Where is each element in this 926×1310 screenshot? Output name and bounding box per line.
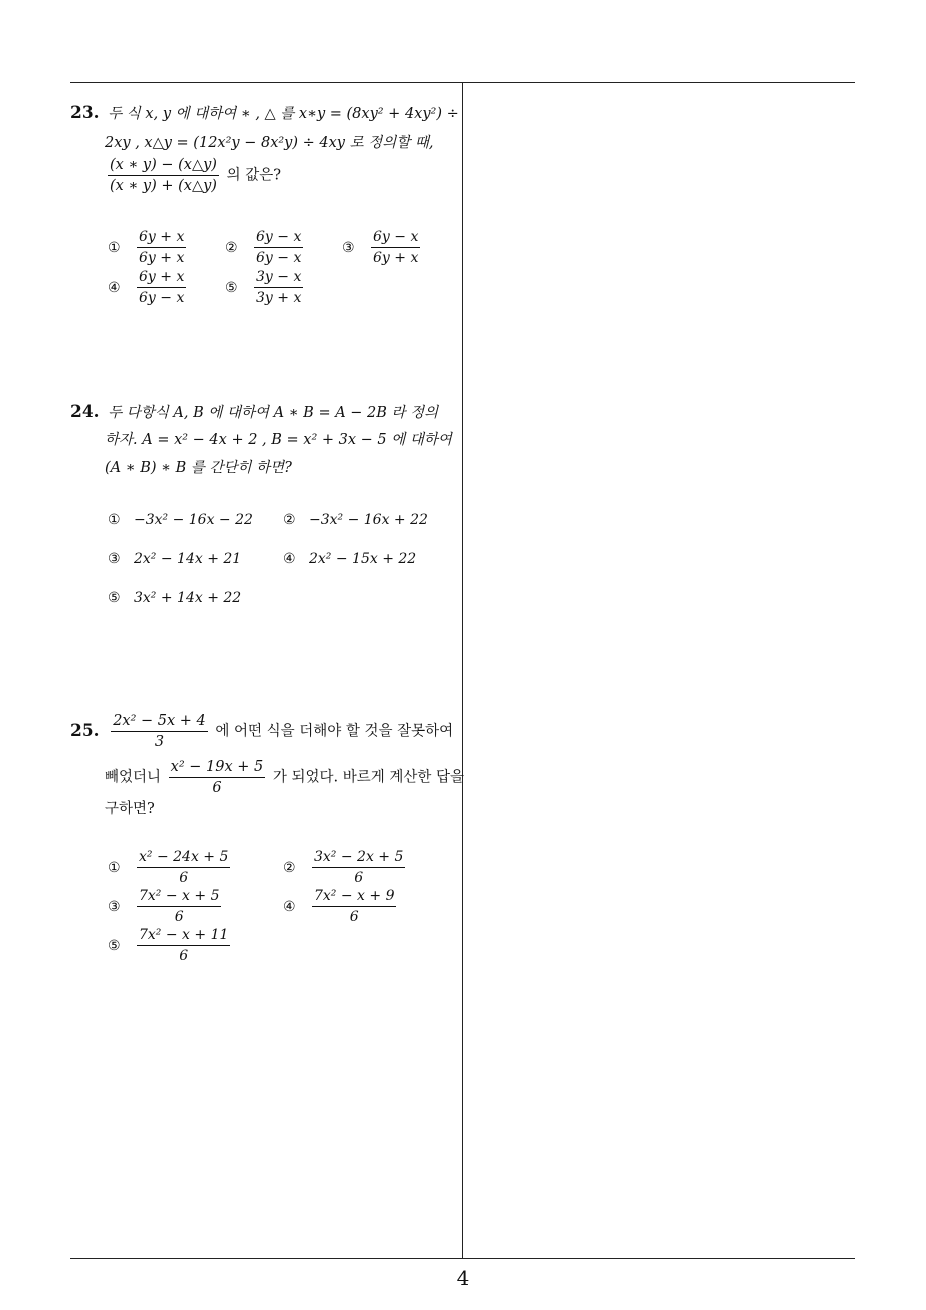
choice-mark: ⑤ <box>108 590 121 606</box>
q24-text-line1: 두 다항식 A, B 에 대하여 A ∗ B = A − 2B 라 정의 <box>108 405 439 421</box>
choice-text: −3x² − 16x − 22 <box>134 512 253 528</box>
choice-mark: ③ <box>108 551 121 567</box>
q25-text-line3: 구하면? <box>105 801 155 817</box>
q24-choice-5[interactable] <box>108 590 241 606</box>
q25-choice-2[interactable] <box>283 848 408 887</box>
q23-choice-3[interactable] <box>342 228 423 267</box>
q24-choice-4[interactable] <box>283 551 416 567</box>
q25-line1 <box>70 712 453 751</box>
choice-den: 6 <box>179 948 189 964</box>
choice-den: 6y − x <box>139 290 185 306</box>
choice-mark: ④ <box>108 279 121 296</box>
choice-text: 3x² + 14x + 22 <box>134 590 242 606</box>
q23-number: 23. <box>70 103 100 123</box>
question-25 <box>70 712 464 832</box>
q24-text-line2: 하자. A = x² − 4x + 2 , B = x² + 3x − 5 에 대하여 <box>105 432 452 448</box>
q23-text-line3: 의 값은? <box>226 167 281 184</box>
choice-text: −3x² − 16x + 22 <box>309 512 428 528</box>
choice-mark: ② <box>283 859 296 876</box>
choice-mark: ④ <box>283 898 296 915</box>
choice-den: 6y − x <box>256 250 302 266</box>
choice-mark: ⑤ <box>225 279 238 296</box>
choice-num: 7x² − x + 9 <box>312 887 396 907</box>
choice-num: 7x² − x + 5 <box>137 887 221 907</box>
choice-num: 3y − x <box>254 268 303 288</box>
q23-frac-den: (x ∗ y) + (x△y) <box>110 178 217 194</box>
q25-choice-1[interactable] <box>108 848 233 887</box>
choice-text: 2x² − 15x + 22 <box>309 551 417 567</box>
choice-den: 6 <box>349 909 359 925</box>
q25-fraction-2 <box>169 758 266 797</box>
q25-frac2-den: 6 <box>212 780 222 796</box>
column-divider <box>462 83 463 1258</box>
bottom-rule <box>70 1258 855 1259</box>
q25-choice-5[interactable] <box>108 926 233 965</box>
q23-choice-1[interactable] <box>108 228 189 267</box>
q25-choice-3[interactable] <box>108 887 224 926</box>
choice-mark: ② <box>283 512 296 528</box>
choice-mark: ① <box>108 859 121 876</box>
q24-choice-3[interactable] <box>108 551 241 567</box>
q24-text-line3: (A ∗ B) ∗ B 를 간단히 하면? <box>105 460 292 476</box>
q23-main-fraction <box>108 156 219 195</box>
q23-line3 <box>105 156 281 195</box>
q23-line1 <box>70 98 459 129</box>
choice-num: 6y + x <box>137 228 186 248</box>
q23-choice-4[interactable] <box>108 268 189 307</box>
choice-den: 6y + x <box>373 250 419 266</box>
choice-den: 3y + x <box>256 290 302 306</box>
choice-mark: ④ <box>283 551 296 567</box>
choice-den: 6y + x <box>139 250 185 266</box>
q23-text-line1: 두 식 x, y 에 대하여 ∗ , △ 를 x∗y = (8xy² + 4xy²) ÷ <box>108 106 459 122</box>
choice-den: 6 <box>174 909 184 925</box>
q25-frac1-num: 2x² − 5x + 4 <box>111 712 208 732</box>
choice-mark: ③ <box>108 898 121 915</box>
q23-line2 <box>105 128 433 158</box>
q25-number: 25. <box>70 720 100 741</box>
q23-frac-num: (x ∗ y) − (x△y) <box>108 156 219 176</box>
q25-text-line2-head: 빼었더니 <box>105 769 162 786</box>
question-24 <box>70 397 458 497</box>
choice-mark: ② <box>225 239 238 256</box>
choice-text: 2x² − 14x + 21 <box>134 551 242 567</box>
q24-number: 24. <box>70 402 100 422</box>
q25-frac1-den: 3 <box>154 734 165 750</box>
choice-num: 3x² − 2x + 5 <box>312 848 405 868</box>
choice-den: 6 <box>354 870 364 886</box>
choice-mark: ③ <box>342 239 355 256</box>
q25-frac2-num: x² − 19x + 5 <box>169 758 266 778</box>
q25-fraction-1 <box>111 712 208 751</box>
q25-line2 <box>105 758 464 797</box>
choice-num: x² − 24x + 5 <box>137 848 230 868</box>
choice-mark: ① <box>108 239 121 256</box>
q24-choice-1[interactable] <box>108 512 253 528</box>
choice-mark: ① <box>108 512 121 528</box>
q25-choice-4[interactable] <box>283 887 399 926</box>
choice-mark: ⑤ <box>108 937 121 954</box>
q24-line3 <box>105 453 292 483</box>
q25-text-line2-tail: 가 되었다. 바르게 계산한 답을 <box>272 769 464 786</box>
choice-num: 6y − x <box>371 228 420 248</box>
q23-choice-5[interactable] <box>225 268 306 307</box>
choice-num: 6y − x <box>254 228 303 248</box>
q25-line3 <box>105 794 155 824</box>
q25-text-line1: 에 어떤 식을 더해야 할 것을 잘못하여 <box>215 723 454 740</box>
q24-line2 <box>105 425 452 455</box>
q24-choice-2[interactable] <box>283 512 428 528</box>
choice-num: 7x² − x + 11 <box>137 926 230 946</box>
q23-text-line2: 2xy , x△y = (12x²y − 8x²y) ÷ 4xy 로 정의할 때, <box>105 135 434 151</box>
q24-line1 <box>70 397 438 428</box>
q23-choice-2[interactable] <box>225 228 306 267</box>
choice-den: 6 <box>179 870 189 886</box>
choice-num: 6y + x <box>137 268 186 288</box>
page-number: 4 <box>456 1266 470 1290</box>
